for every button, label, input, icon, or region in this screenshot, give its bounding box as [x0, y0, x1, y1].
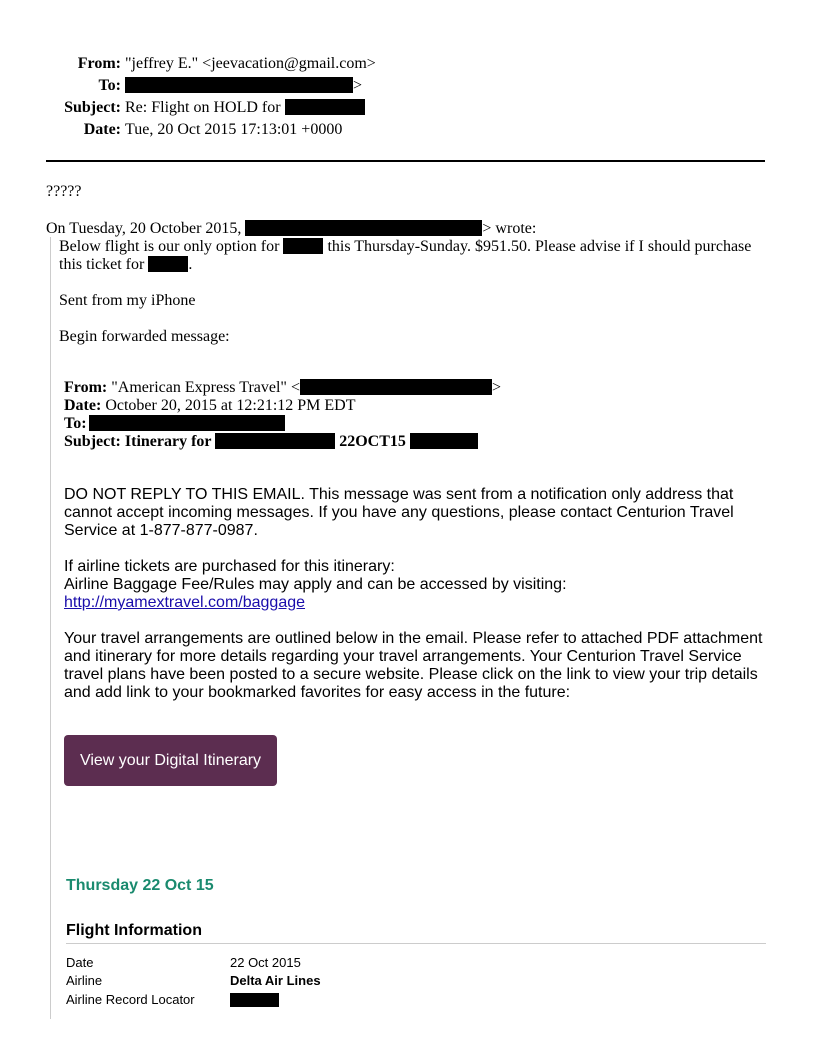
fwd-from-suffix: > — [491, 379, 501, 396]
redaction-block — [215, 433, 335, 449]
header-from-row — [0, 55, 376, 73]
header-to-row — [0, 77, 362, 95]
section-title: Flight Information — [66, 922, 202, 939]
reply-attribution — [46, 220, 536, 238]
quoted-line-1 — [59, 238, 751, 256]
fwd-from-label: From: — [64, 379, 108, 396]
info-value: 22 Oct 2015 — [230, 955, 301, 970]
fwd-from-row — [64, 379, 501, 397]
section-divider — [66, 943, 766, 944]
to-suffix: > — [353, 77, 363, 94]
quoted-signature: Sent from my iPhone — [59, 292, 196, 309]
notice-paragraph: DO NOT REPLY TO THIS EMAIL. This message was sent from a notification only address that cannot accept incoming messages. If you have any questions, please contact Centurion Travel Service at 1-877-877-0987. — [64, 486, 734, 539]
quoted-line-2 — [59, 256, 192, 274]
forward-intro: Begin forwarded message: — [59, 328, 230, 345]
info-label: Airline — [66, 973, 103, 988]
date-label: Date: — [83, 121, 121, 138]
fwd-date-row — [64, 397, 356, 415]
day-title: Thursday 22 Oct 15 — [66, 877, 214, 894]
info-row-airline — [66, 973, 321, 988]
header-date-row — [0, 121, 342, 139]
arrangements-paragraph: Your travel arrangements are outlined below in the email. Please refer to attached PDF attachment and itinerary for more details regarding your travel arrangements. Your Centurion Travel Service travel plans have been posted to a secure website. Please click on the link to view your trip details and add link to your bookmarked favorites for easy access in the future: — [64, 630, 763, 701]
redaction-block — [285, 99, 365, 115]
redaction-block — [410, 433, 478, 449]
header-subject-row — [0, 99, 365, 117]
attribution-suffix: > wrote: — [482, 220, 537, 237]
quoted-text: this Thursday-Sunday. $951.50. Please advise if I should purchase — [327, 238, 752, 255]
info-value: Delta Air Lines — [230, 973, 321, 988]
view-itinerary-button[interactable]: View your Digital Itinerary — [64, 735, 277, 786]
header-divider — [46, 160, 765, 162]
fwd-to-row — [64, 415, 285, 433]
reply-body: ????? — [46, 183, 82, 200]
fwd-from-value: "American Express Travel" < — [111, 379, 300, 396]
fwd-date-value: October 20, 2015 at 12:21:12 PM EDT — [105, 397, 356, 414]
baggage-paragraph — [64, 558, 764, 612]
fwd-to-label: To: — [64, 415, 87, 432]
subject-label: Subject: — [64, 99, 121, 116]
from-value: "jeffrey E." <jeevacation@gmail.com> — [125, 55, 376, 72]
info-label: Date — [66, 955, 94, 970]
info-row-date — [66, 955, 301, 970]
quote-bar — [50, 237, 51, 1019]
quoted-text: this ticket for — [59, 256, 145, 273]
redaction-block — [283, 238, 323, 254]
fwd-subject-mid: 22OCT15 — [339, 433, 406, 450]
attribution-prefix: On Tuesday, 20 October 2015, — [46, 220, 242, 237]
baggage-line-1: If airline tickets are purchased for this itinerary: — [64, 558, 395, 575]
redaction-block — [89, 415, 285, 431]
quoted-text: Below flight is our only option for — [59, 238, 280, 255]
fwd-subject-row — [64, 433, 478, 451]
subject-value: Re: Flight on HOLD for — [125, 99, 281, 116]
redaction-block — [300, 379, 492, 395]
quoted-text: . — [188, 256, 193, 273]
info-row-record-locator — [66, 992, 279, 1007]
redaction-block — [125, 77, 353, 93]
to-label: To: — [98, 77, 121, 94]
redaction-block — [148, 256, 188, 272]
from-label: From: — [77, 55, 121, 72]
date-value: Tue, 20 Oct 2015 17:13:01 +0000 — [125, 121, 343, 138]
redaction-block — [245, 220, 482, 236]
baggage-link[interactable]: http://myamextravel.com/baggage — [64, 594, 306, 611]
info-label: Airline Record Locator — [66, 992, 195, 1007]
fwd-date-label: Date: — [64, 397, 102, 414]
fwd-subject-label: Subject: Itinerary for — [64, 433, 212, 450]
baggage-line-2: Airline Baggage Fee/Rules may apply and can be accessed by visiting: — [64, 576, 567, 593]
redaction-block — [230, 993, 279, 1007]
